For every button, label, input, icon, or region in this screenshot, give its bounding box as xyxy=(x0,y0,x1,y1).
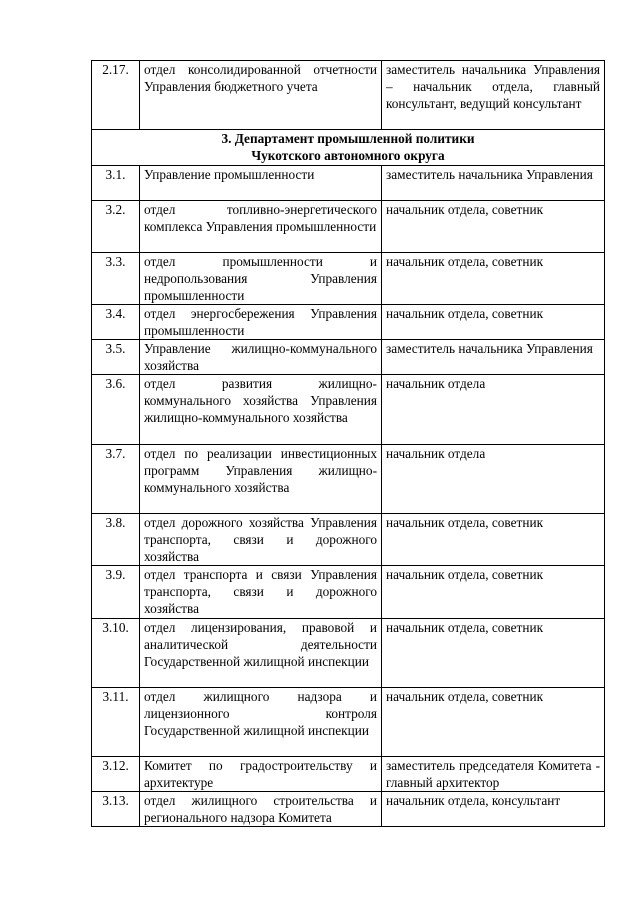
table-row xyxy=(92,619,605,688)
table-row xyxy=(92,201,605,253)
table-row xyxy=(92,340,605,375)
row-number: 3.5. xyxy=(92,340,140,375)
row-number: 3.8. xyxy=(92,514,140,566)
department-name: отдел развития жилищно-коммунального хозяйства Управления жилищно-коммунального хозяйства xyxy=(140,375,382,445)
position-title: заместитель начальника Управления xyxy=(382,340,605,375)
position-title: начальник отдела, советник xyxy=(382,253,605,305)
table-row xyxy=(92,305,605,340)
position-title: заместитель начальника Управления xyxy=(382,166,605,201)
section-title-line-2: Чукотского автономного округа xyxy=(251,148,445,163)
section-title-line-1: 3. Департамент промышленной политики xyxy=(221,131,475,146)
position-title: начальник отдела xyxy=(382,375,605,445)
department-name: отдел топливно-энергетического комплекса Управления промышленности xyxy=(140,201,382,253)
table-row xyxy=(92,375,605,445)
table-row xyxy=(92,253,605,305)
row-number: 3.12. xyxy=(92,757,140,792)
department-name: Управление жилищно-коммунального хозяйства xyxy=(140,340,382,375)
department-name: Комитет по градостроительству и архитектуре xyxy=(140,757,382,792)
position-title: заместитель начальника Управления – начальник отдела, главный консультант, ведущий консультант xyxy=(382,61,605,130)
table-row xyxy=(92,566,605,619)
row-number: 3.9. xyxy=(92,566,140,619)
department-name: Управление промышленности xyxy=(140,166,382,201)
row-number: 3.1. xyxy=(92,166,140,201)
department-name: отдел лицензирования, правовой и аналитической деятельности Государственной жилищной инспекции xyxy=(140,619,382,688)
row-number: 3.2. xyxy=(92,201,140,253)
section-title xyxy=(92,130,605,166)
position-title: начальник отдела, советник xyxy=(382,514,605,566)
table-row xyxy=(92,445,605,514)
position-title: начальник отдела, советник xyxy=(382,688,605,757)
department-name: отдел жилищного надзора и лицензионного контроля Государственной жилищной инспекции xyxy=(140,688,382,757)
department-name: отдел энергосбережения Управления промышленности xyxy=(140,305,382,340)
position-title: начальник отдела, советник xyxy=(382,305,605,340)
position-title: начальник отдела, консультант xyxy=(382,792,605,827)
row-number: 3.11. xyxy=(92,688,140,757)
table-row xyxy=(92,61,605,130)
row-number: 3.7. xyxy=(92,445,140,514)
position-title: заместитель председателя Комитета - главный архитектор xyxy=(382,757,605,792)
department-name: отдел транспорта и связи Управления транспорта, связи и дорожного хозяйства xyxy=(140,566,382,619)
department-name: отдел промышленности и недропользования Управления промышленности xyxy=(140,253,382,305)
row-number: 3.6. xyxy=(92,375,140,445)
position-title: начальник отдела xyxy=(382,445,605,514)
positions-table xyxy=(91,60,605,827)
table-row xyxy=(92,514,605,566)
row-number: 3.13. xyxy=(92,792,140,827)
row-number: 3.10. xyxy=(92,619,140,688)
department-name: отдел дорожного хозяйства Управления транспорта, связи и дорожного хозяйства xyxy=(140,514,382,566)
position-title: начальник отдела, советник xyxy=(382,619,605,688)
table-row xyxy=(92,792,605,827)
row-number: 3.4. xyxy=(92,305,140,340)
position-title: начальник отдела, советник xyxy=(382,201,605,253)
table-row xyxy=(92,688,605,757)
section-header-row xyxy=(92,130,605,166)
department-name: отдел по реализации инвестиционных программ Управления жилищно-коммунального хозяйства xyxy=(140,445,382,514)
department-name: отдел консолидированной отчетности Управления бюджетного учета xyxy=(140,61,382,130)
position-title: начальник отдела, советник xyxy=(382,566,605,619)
row-number: 3.3. xyxy=(92,253,140,305)
row-number: 2.17. xyxy=(92,61,140,130)
department-name: отдел жилищного строительства и регионального надзора Комитета xyxy=(140,792,382,827)
table-row xyxy=(92,757,605,792)
table-row xyxy=(92,166,605,201)
